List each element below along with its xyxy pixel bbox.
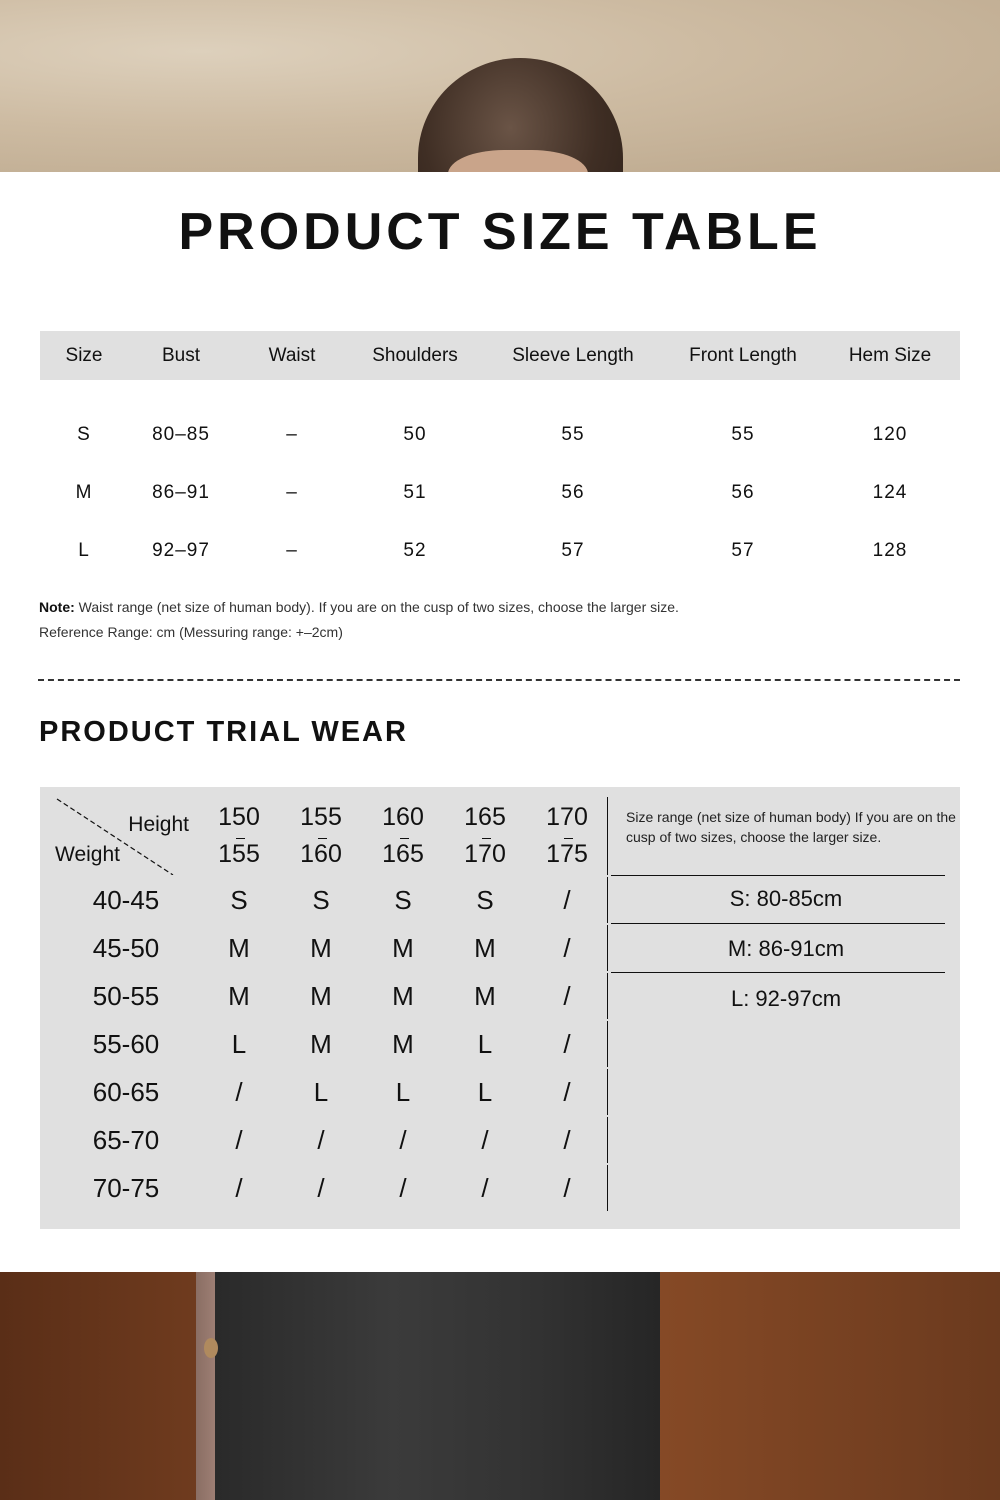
size-cell: M	[362, 924, 444, 972]
trial-title: PRODUCT TRIAL WEAR	[39, 716, 408, 748]
trial-header-row	[54, 797, 608, 876]
cell: 56	[731, 482, 755, 503]
height-range	[362, 797, 444, 876]
size-cell: S	[198, 876, 280, 924]
cell: 128	[872, 540, 908, 561]
table-row	[40, 464, 960, 522]
corner-height-label: Height	[128, 813, 189, 836]
size-cell: M	[280, 924, 362, 972]
size-cell: /	[198, 1164, 280, 1212]
size-cell: /	[198, 1116, 280, 1164]
trial-row	[54, 876, 608, 924]
weight-cell: 45-50	[54, 924, 198, 972]
cell: 86–91	[152, 482, 210, 503]
size-cell: M	[198, 924, 280, 972]
size-cell: L	[280, 1068, 362, 1116]
size-cell: /	[526, 972, 608, 1020]
size-cell: S	[280, 876, 362, 924]
height-lo: 155	[300, 803, 342, 831]
height-range	[444, 797, 526, 876]
header-sleeve-length: Sleeve Length	[480, 331, 666, 380]
size-cell: /	[444, 1116, 526, 1164]
trial-row	[54, 972, 608, 1020]
size-cell: L	[444, 1068, 526, 1116]
size-cell: /	[526, 1020, 608, 1068]
cell: 92–97	[152, 540, 210, 561]
trial-row	[54, 1068, 608, 1116]
legend-divider	[611, 972, 945, 973]
header-shoulders: Shoulders	[350, 331, 480, 380]
cell: 51	[403, 482, 427, 503]
size-cell: M	[444, 972, 526, 1020]
table-row	[40, 522, 960, 580]
model-pants	[215, 1272, 660, 1500]
size-cell: L	[362, 1068, 444, 1116]
cell: 56	[561, 482, 585, 503]
note-label: Note:	[39, 599, 75, 615]
weight-cell: 60-65	[54, 1068, 198, 1116]
page-title: PRODUCT SIZE TABLE	[178, 203, 822, 261]
cell: S	[77, 424, 91, 445]
height-hi: 155	[218, 836, 260, 873]
height-lo: 160	[382, 803, 424, 831]
header-size: Size	[40, 331, 128, 380]
size-cell: M	[362, 1020, 444, 1068]
size-cell: M	[198, 972, 280, 1020]
section-divider	[38, 679, 960, 681]
size-cell: /	[280, 1164, 362, 1212]
cell: –	[286, 540, 298, 561]
trial-note: Size range (net size of human body) If you are on the cusp of two sizes, choose the larger size.	[626, 809, 956, 845]
cell: 120	[872, 424, 908, 445]
button-detail	[204, 1338, 218, 1358]
cell: 57	[561, 540, 585, 561]
size-cell: /	[362, 1164, 444, 1212]
size-cell: /	[526, 1068, 608, 1116]
size-table	[40, 331, 960, 580]
corner-weight-label: Weight	[55, 843, 120, 866]
header-bust: Bust	[128, 331, 234, 380]
legend-m: M: 86-91cm	[727, 936, 845, 961]
height-range	[198, 797, 280, 876]
size-cell: /	[198, 1068, 280, 1116]
trial-wear-table	[53, 797, 608, 1213]
size-cell: M	[362, 972, 444, 1020]
size-cell: M	[444, 924, 526, 972]
cell: –	[286, 482, 298, 503]
bottom-model-photo	[0, 1272, 1000, 1500]
weight-cell: 55-60	[54, 1020, 198, 1068]
cell: 57	[731, 540, 755, 561]
size-cell: /	[362, 1116, 444, 1164]
size-cell: /	[526, 924, 608, 972]
size-cell: M	[280, 972, 362, 1020]
cell: 50	[403, 424, 427, 445]
weight-cell: 40-45	[54, 876, 198, 924]
table-row	[40, 380, 960, 464]
legend-divider	[611, 875, 945, 876]
top-model-photo	[0, 0, 1000, 172]
note-text: Waist range (net size of human body). If you are on the cusp of two sizes, choose the larger size.	[78, 599, 679, 615]
cell: L	[78, 540, 90, 561]
legend-divider	[611, 923, 945, 924]
height-hi: 170	[464, 836, 506, 873]
size-note	[39, 595, 679, 645]
size-cell: M	[280, 1020, 362, 1068]
height-hi: 165	[382, 836, 424, 873]
trial-row	[54, 1020, 608, 1068]
header-front-length: Front Length	[666, 331, 820, 380]
trial-row	[54, 1116, 608, 1164]
legend-s: S: 80-85cm	[729, 886, 843, 911]
height-range	[526, 797, 608, 876]
height-lo: 170	[546, 803, 588, 831]
size-cell: S	[444, 876, 526, 924]
height-lo: 165	[464, 803, 506, 831]
cell: 52	[403, 540, 427, 561]
size-table-header	[40, 331, 960, 380]
cell: 55	[561, 424, 585, 445]
cell: M	[75, 482, 93, 503]
size-cell: L	[444, 1020, 526, 1068]
legend-l: L: 92-97cm	[730, 986, 842, 1011]
weight-cell: 50-55	[54, 972, 198, 1020]
cell: 55	[731, 424, 755, 445]
size-cell: /	[526, 876, 608, 924]
height-lo: 150	[218, 803, 260, 831]
weight-cell: 70-75	[54, 1164, 198, 1212]
note-line-2: Reference Range: cm (Messuring range: +–2cm)	[39, 624, 343, 640]
size-cell: /	[526, 1164, 608, 1212]
size-cell: /	[280, 1116, 362, 1164]
cell: 80–85	[152, 424, 210, 445]
header-waist: Waist	[234, 331, 350, 380]
cell: 124	[872, 482, 908, 503]
note-line-1	[39, 595, 679, 620]
size-cell: S	[362, 876, 444, 924]
trial-row	[54, 1164, 608, 1212]
height-range	[280, 797, 362, 876]
header-hem-size: Hem Size	[820, 331, 960, 380]
height-hi: 160	[300, 836, 342, 873]
size-cell: L	[198, 1020, 280, 1068]
corner-cell	[54, 797, 198, 876]
cell: –	[286, 424, 298, 445]
size-cell: /	[444, 1164, 526, 1212]
height-hi: 175	[546, 836, 588, 873]
trial-row	[54, 924, 608, 972]
size-cell: /	[526, 1116, 608, 1164]
weight-cell: 65-70	[54, 1116, 198, 1164]
